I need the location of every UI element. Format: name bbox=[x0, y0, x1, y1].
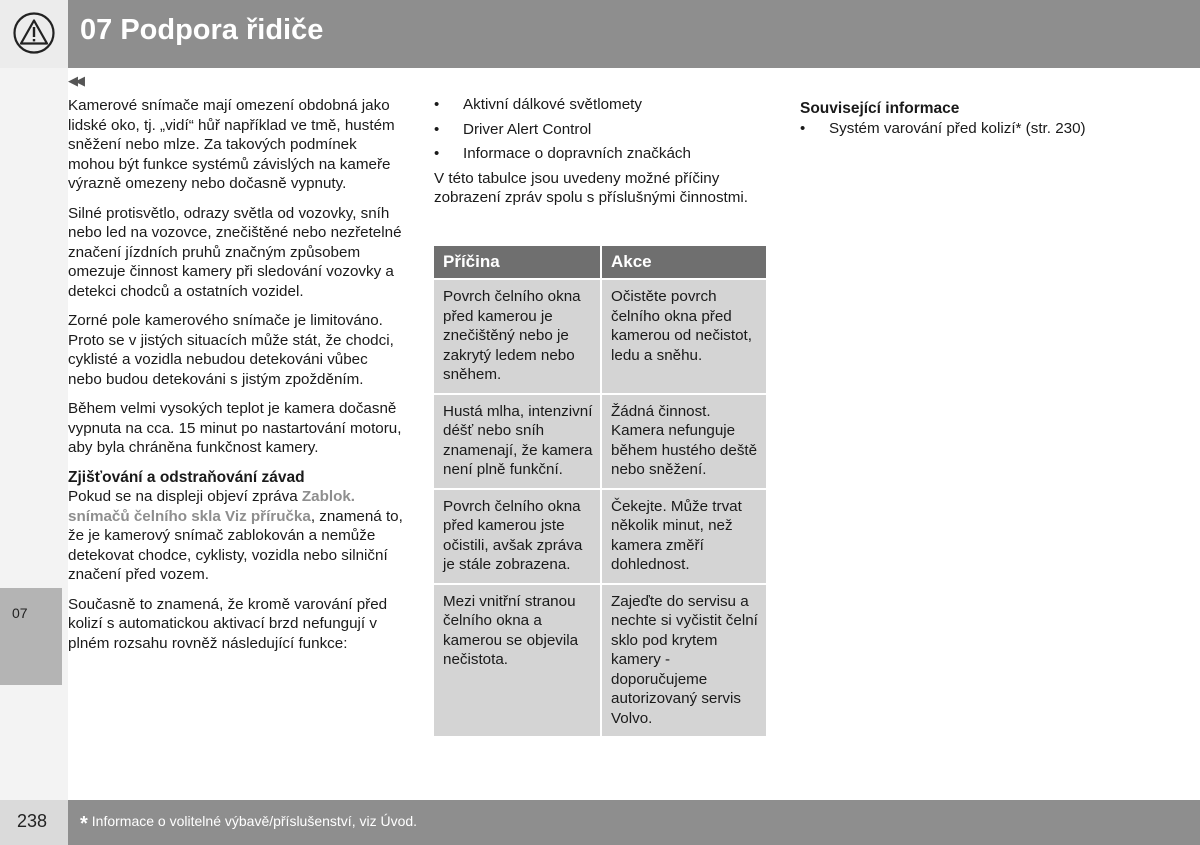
continued-back-icon: ◀◀ bbox=[68, 73, 82, 88]
table-cell: Povrch čelního okna před kamerou je znečištěný nebo je zakrytý ledem nebo sněhem. bbox=[434, 278, 600, 393]
table-cell: Hustá mlha, intenzivní déšť nebo sníh znamenají, že kamera není plně funkční. bbox=[434, 393, 600, 488]
paragraph: Během velmi vysokých teplot je kamera dočasně vypnuta na cca. 15 minut po nastartování motoru, aby byla chráněna funkčnost kamery. bbox=[68, 400, 402, 456]
column-header-cause: Příčina bbox=[434, 246, 600, 278]
column-2 bbox=[434, 95, 769, 218]
list-item: • Driver Alert Control bbox=[434, 120, 769, 140]
list-item: • Aktivní dálkové světlomety bbox=[434, 95, 769, 115]
footnote-text: Informace o volitelné výbavě/příslušenství, viz Úvod. bbox=[91, 813, 418, 829]
warning-triangle-icon bbox=[13, 12, 55, 54]
related-link[interactable]: • Systém varování před kolizí* (str. 230) bbox=[800, 119, 1130, 139]
function-list bbox=[434, 95, 769, 164]
column-1 bbox=[68, 96, 403, 663]
paragraph: V této tabulce jsou uvedeny možné příčiny zobrazení zpráv spolu s příslušnými činnostmi. bbox=[434, 169, 748, 206]
paragraph: Současně to znamená, že kromě varování před kolizí s automatickou aktivací brzd nefungují v plném rozsahu rovněž následující funkce: bbox=[68, 595, 388, 652]
table-row bbox=[434, 583, 766, 737]
text-span: , znamená to, že je kamerový snímač zablokován a nemůže detekovat chodce, cyklisty, vozidla nebo silniční značení před vozem. bbox=[68, 507, 403, 583]
table-row bbox=[434, 393, 766, 488]
chapter-tab[interactable] bbox=[0, 588, 62, 685]
table-cell: Mezi vnitřní stranou čelního okna a kamerou se objevila nečistota. bbox=[434, 583, 600, 737]
page-number: 238 bbox=[17, 811, 48, 831]
table-header-row bbox=[434, 246, 766, 278]
chapter-tab-label: 07 bbox=[12, 605, 28, 621]
header-bar bbox=[68, 0, 1200, 68]
list-item: • Informace o dopravních značkách bbox=[434, 144, 769, 164]
header-icon-area bbox=[0, 0, 68, 68]
table-row bbox=[434, 278, 766, 393]
footnote bbox=[80, 813, 417, 836]
side-strip bbox=[0, 68, 68, 800]
display-message: Zablok. snímačů čelního skla Viz příručka bbox=[68, 488, 356, 525]
table-row bbox=[434, 488, 766, 583]
paragraph: Silné protisvětlo, odrazy světla od vozovky, sníh nebo led na vozovce, znečištěné nebo nezřetelné značení jízdních pruhů značným způsobem omezuje činnost kamery při sledování vozovky a detekci chodců a ostatních vozidel. bbox=[68, 204, 402, 300]
column-3 bbox=[800, 97, 1130, 143]
footer-page-area bbox=[0, 800, 68, 845]
related-info-heading: Související informace bbox=[800, 100, 960, 117]
table-cell: Očistěte povrch čelního okna před kamerou od nečistot, ledu a sněhu. bbox=[600, 278, 766, 393]
table-cell: Čekejte. Může trvat několik minut, než kamera změří dohlednost. bbox=[600, 488, 766, 583]
page-title: 07 Podpora řidiče bbox=[80, 14, 324, 46]
related-links-list bbox=[800, 119, 1130, 139]
table-cell: Zajeďte do servisu a nechte si vyčistit čelní sklo pod krytem kamery - doporučujeme autorizovaný servis Volvo. bbox=[600, 583, 766, 737]
column-header-action: Akce bbox=[600, 246, 766, 278]
troubleshooting-table bbox=[434, 246, 766, 736]
section-heading: Zjišťování a odstraňování závad bbox=[68, 468, 305, 486]
paragraph: Zorné pole kamerového snímače je limitováno. Proto se v jistých situacích může stát, že chodci, cyklisté a vozidla nebudou detekováni vůbec nebo budou detekováni s jistým zpožděním. bbox=[68, 312, 394, 388]
paragraph bbox=[68, 487, 403, 585]
paragraph: Kamerové snímače mají omezení obdobná jako lidské oko, tj. „vidí“ hůř například ve tmě, hustém sněžení nebo mlze. Za takových podmínek mohou být funkce systémů závislých na kameře výrazně omezeny nebo dočasně vypnuty. bbox=[68, 97, 395, 192]
table-cell: Žádná činnost. Kamera nefunguje během hustého deště nebo sněžení. bbox=[600, 393, 766, 488]
footer-bar bbox=[68, 800, 1200, 845]
table-cell: Povrch čelního okna před kamerou jste očistili, avšak zpráva je stále zobrazena. bbox=[434, 488, 600, 583]
asterisk-icon: * bbox=[80, 813, 88, 835]
text-span: Pokud se na displeji objeví zpráva bbox=[68, 488, 302, 505]
